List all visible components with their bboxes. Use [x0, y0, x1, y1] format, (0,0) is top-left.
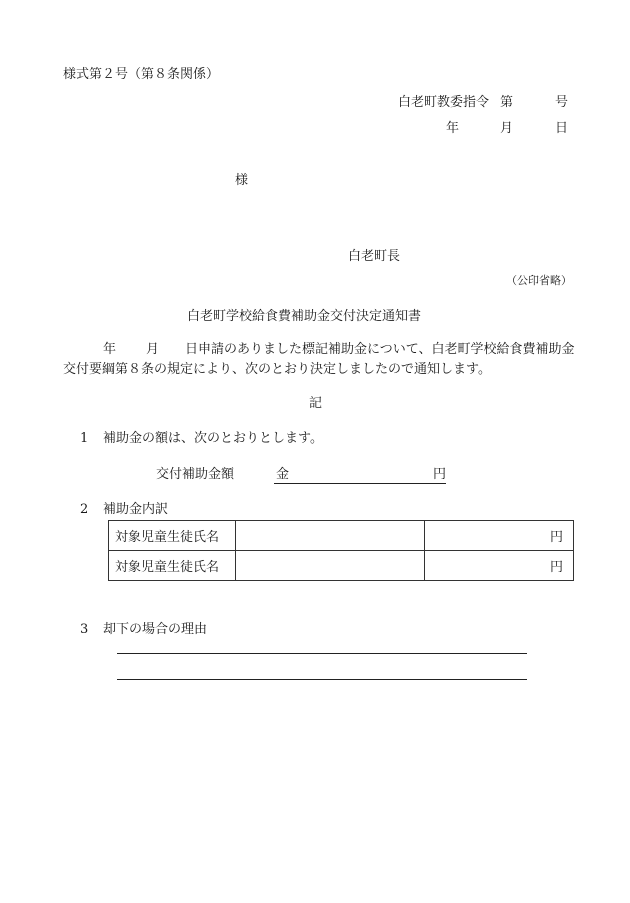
table-row	[109, 521, 574, 551]
form-label: 様式第２号（第８条関係）	[63, 67, 220, 82]
section2-heading: 補助金内訳	[103, 502, 169, 517]
reason-line-1	[117, 653, 527, 654]
section1-heading: 補助金の額は、次のとおりとします。	[103, 431, 323, 446]
breakdown-table	[108, 520, 574, 581]
sender-name: 白老町長	[348, 249, 401, 264]
row-name-cell	[236, 521, 425, 551]
addressee-suffix: 様	[235, 173, 249, 188]
section3-heading: 却下の場合の理由	[103, 622, 208, 637]
grant-prefix: 金	[276, 467, 290, 482]
reason-line-2	[117, 679, 527, 680]
seal-note: （公印省略）	[506, 274, 572, 287]
grant-unit: 円	[433, 467, 447, 482]
directive-issuer: 白老町教委指令	[398, 95, 490, 110]
directive-number-suffix: 号	[555, 95, 569, 110]
date-month: 月	[500, 121, 514, 136]
section2-number: 2	[80, 502, 89, 517]
body-month: 月	[146, 342, 160, 357]
directive-number-prefix: 第	[500, 95, 514, 110]
table-row	[109, 551, 574, 581]
body-year: 年	[103, 342, 117, 357]
body-paragraph	[63, 340, 575, 380]
date-day: 日	[555, 121, 569, 136]
body-text: 日申請のありました標記補助金について、白老町学校給食費補助金交付要綱第８条の規定により、次のとおり決定しましたので通知します。	[63, 342, 575, 377]
grant-amount-line	[274, 467, 446, 484]
row-label: 対象児童生徒氏名	[109, 551, 236, 581]
date-year: 年	[446, 121, 460, 136]
document-title: 白老町学校給食費補助金交付決定通知書	[187, 309, 422, 324]
row-amount-unit: 円	[425, 551, 574, 581]
grant-label: 交付補助金額	[156, 467, 235, 482]
row-label: 対象児童生徒氏名	[109, 521, 236, 551]
section1-number: 1	[80, 431, 89, 446]
ki-mark: 記	[309, 396, 323, 411]
row-amount-unit: 円	[425, 521, 574, 551]
section3-number: 3	[80, 622, 89, 637]
row-name-cell	[236, 551, 425, 581]
